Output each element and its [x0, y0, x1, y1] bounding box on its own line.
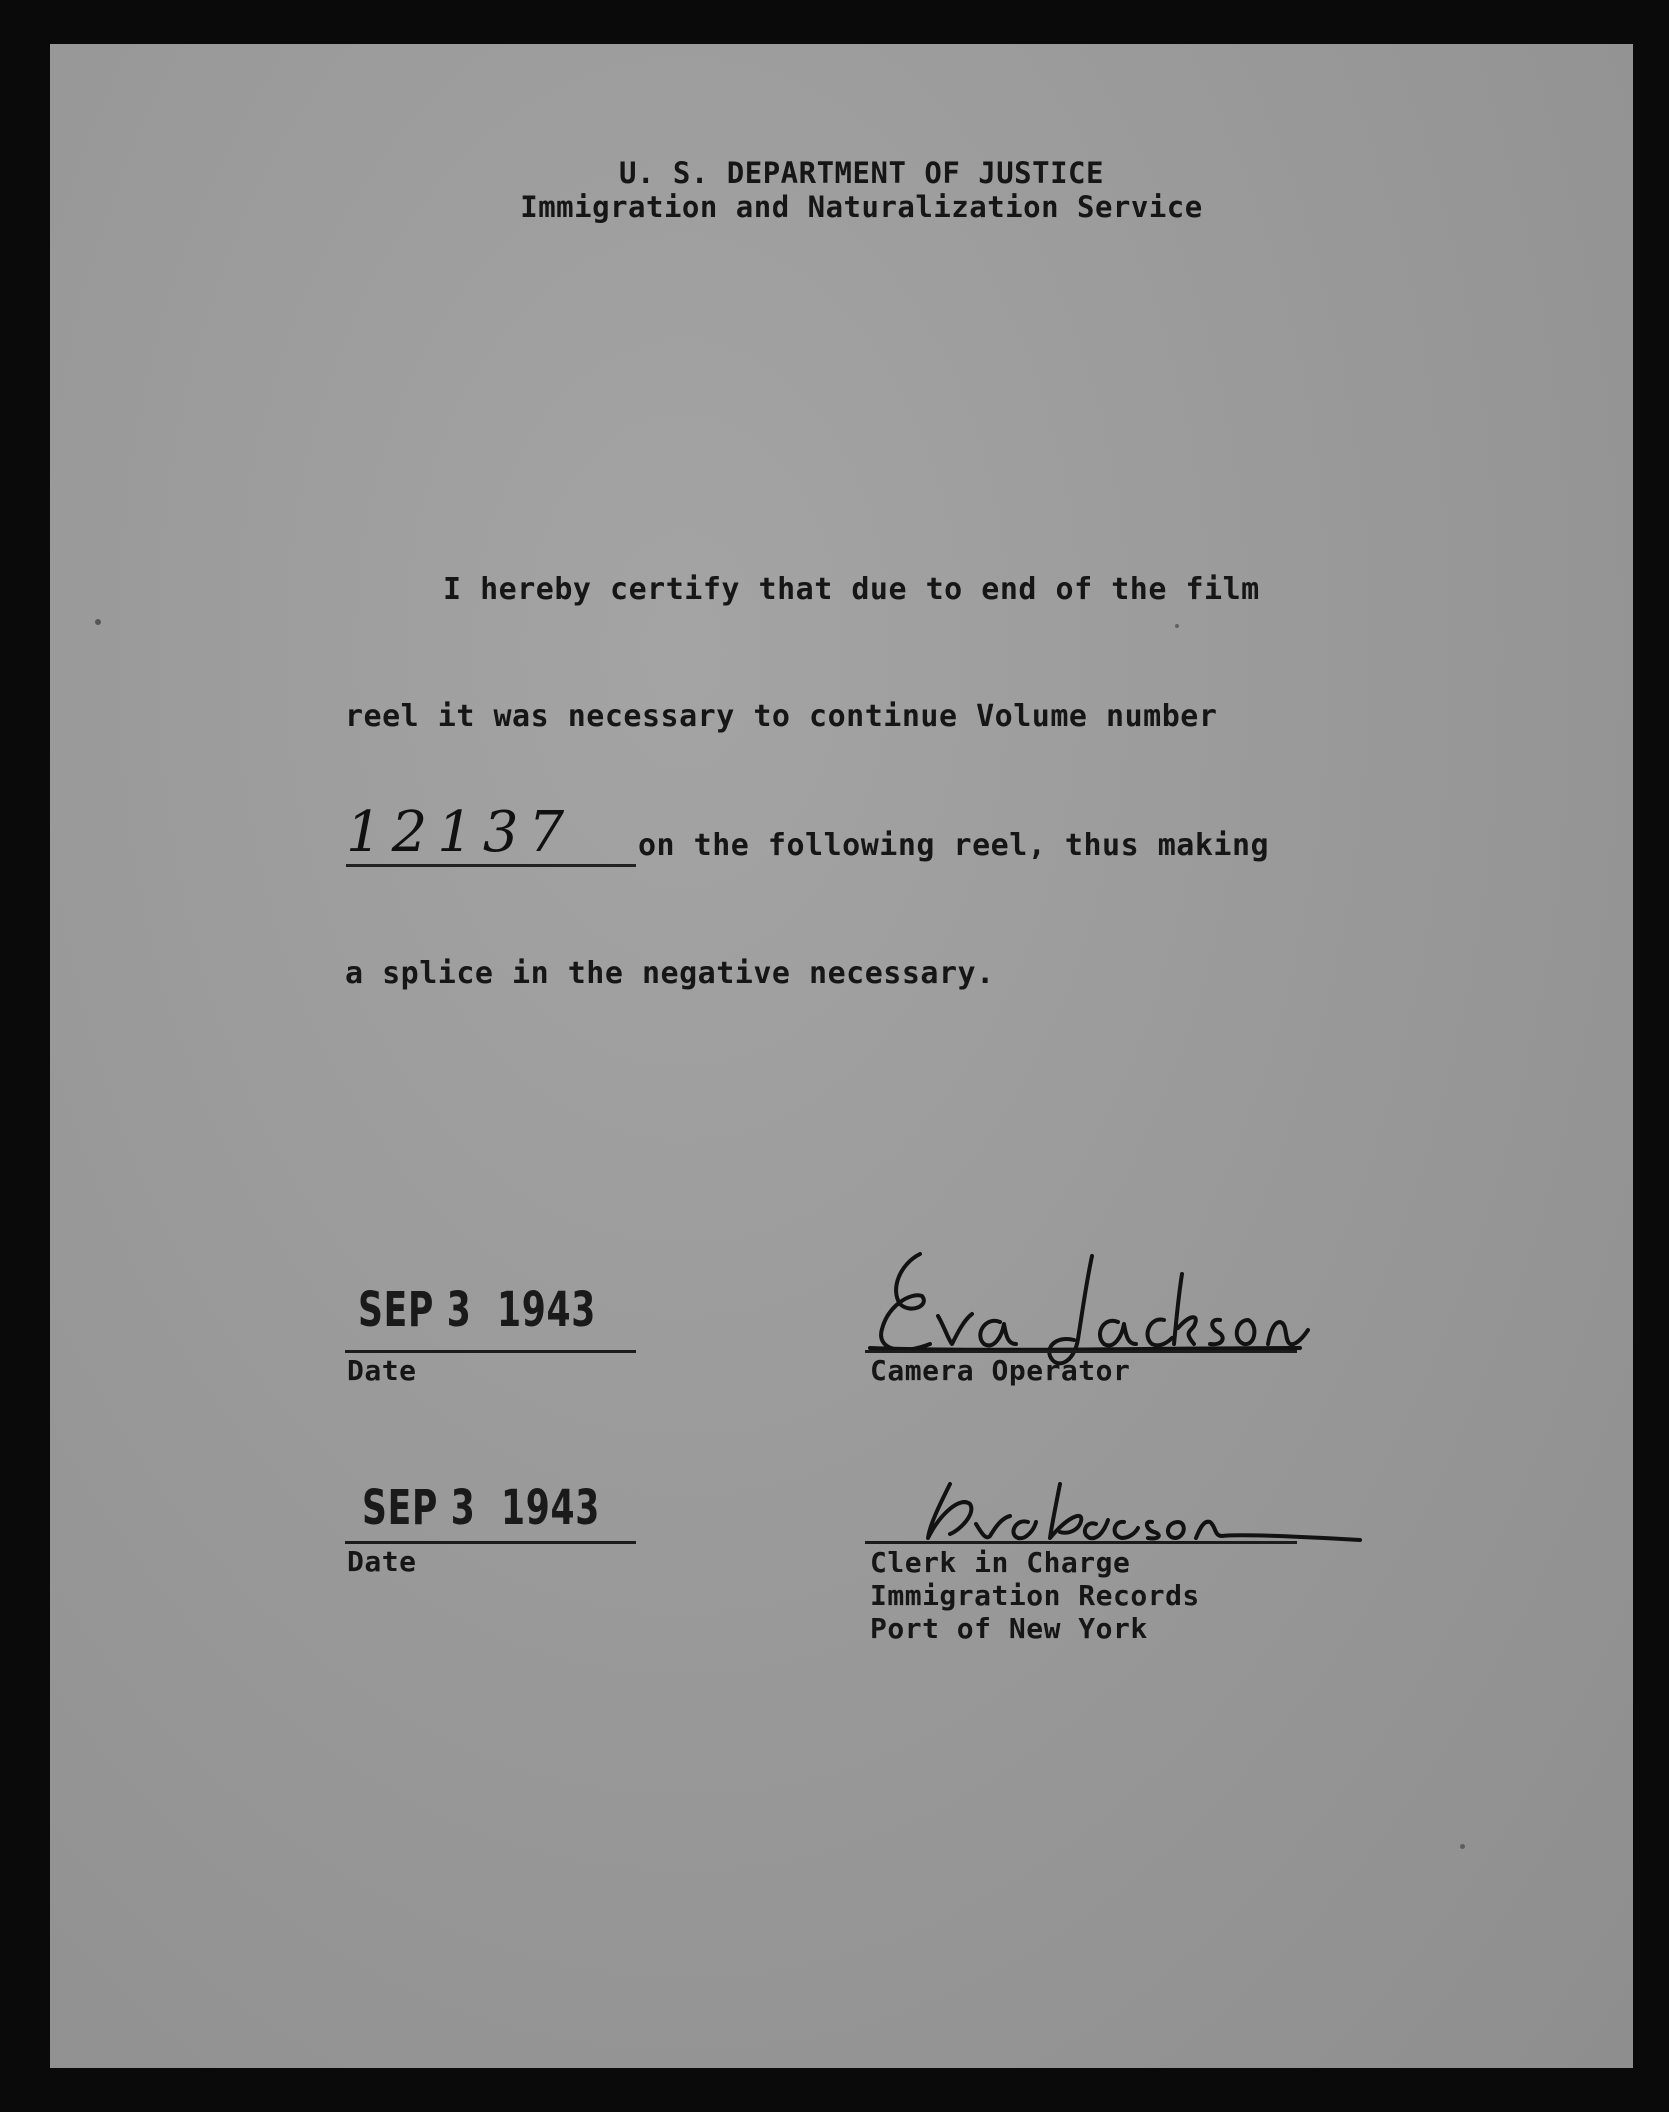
- date-stamp-1: SEP 3 1943: [358, 1282, 597, 1338]
- film-speck: [95, 619, 101, 625]
- volume-number-underline: [346, 864, 636, 867]
- date-line-1: [345, 1350, 636, 1353]
- certification-line-2: reel it was necessary to continue Volume number: [345, 699, 1218, 734]
- signature-line-1: [865, 1350, 1297, 1353]
- volume-number-handwritten: 12137: [346, 800, 575, 865]
- certification-line-4: a splice in the negative necessary.: [345, 956, 995, 991]
- service-subtitle: Immigration and Naturalization Service: [520, 190, 1203, 224]
- date-label-1: Date: [347, 1354, 417, 1387]
- date-stamp-2: SEP 3 1943: [362, 1480, 601, 1536]
- signature-line-2: [865, 1541, 1297, 1544]
- certification-line-3: on the following reel, thus making: [638, 828, 1270, 863]
- document-page: [50, 44, 1633, 2068]
- clerk-title: Clerk in Charge: [870, 1546, 1131, 1579]
- date-line-2: [345, 1541, 636, 1544]
- date-label-2: Date: [347, 1545, 417, 1578]
- clerk-department: Immigration Records: [870, 1579, 1200, 1612]
- camera-operator-label: Camera Operator: [870, 1354, 1131, 1387]
- film-speck: [1460, 1844, 1465, 1849]
- film-speck: [1175, 624, 1179, 628]
- clerk-location: Port of New York: [870, 1612, 1148, 1645]
- certification-line-1: I hereby certify that due to end of the film: [443, 572, 1260, 607]
- department-title: U. S. DEPARTMENT OF JUSTICE: [619, 156, 1104, 190]
